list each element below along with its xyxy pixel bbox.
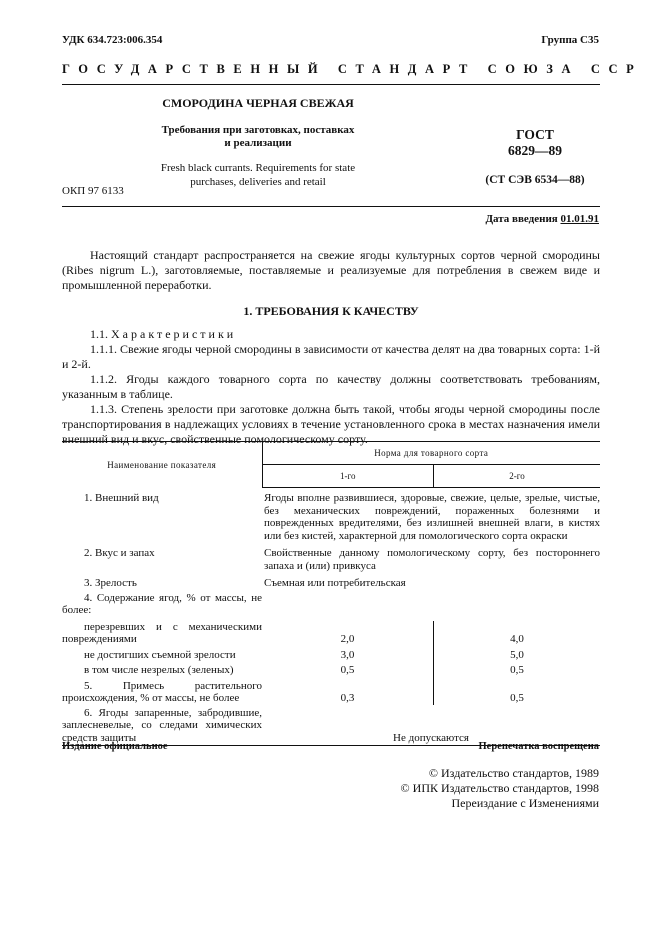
table-row <box>62 705 600 746</box>
row-name: 4. Содержание ягод, % от массы, не более: <box>62 591 262 616</box>
table-row <box>62 577 600 592</box>
row-name: 3. Зрелость <box>84 577 137 589</box>
row-name: 2. Вкус и запах <box>84 547 155 559</box>
english-title-line-1: Fresh black currants. Requirements for state <box>160 162 356 174</box>
banner-rule <box>62 84 600 85</box>
copyright-2: © ИПК Издательство стандартов, 1998 <box>400 781 599 795</box>
row-desc: Съемная или потребительская <box>264 577 406 589</box>
row-empty <box>434 592 600 621</box>
english-title-line-2: purchases, deliveries and retail <box>190 176 326 188</box>
document-subtitle <box>62 124 454 150</box>
table-row <box>62 488 600 548</box>
effective-date <box>485 213 599 225</box>
row-name: 5. Примесь растительного происхождения, % от массы, не более <box>62 679 262 704</box>
row-value-grade-2: 4,0 <box>510 633 524 645</box>
table-row <box>62 677 600 705</box>
row-empty <box>262 592 434 621</box>
quality-table <box>62 441 600 746</box>
gost-label: ГОСТ <box>516 127 554 142</box>
row-value-grade-2: 0,5 <box>510 692 524 704</box>
document-title: СМОРОДИНА ЧЕРНАЯ СВЕЖАЯ <box>162 96 354 110</box>
subtitle-line-2: и реализации <box>224 137 292 149</box>
copyright-1: © Издательство стандартов, 1989 <box>428 766 599 780</box>
section-heading: 1. ТРЕБОВАНИЯ К КАЧЕСТВУ <box>243 304 419 318</box>
row-value-both: Не допускаются <box>393 731 469 744</box>
clause-1-1-3: 1.1.3. Степень зрелости при заготовке должна быть такой, чтобы ягоды черной смородины после транспортирования в надлежащих условиях в течение установленного срока в местах назначения имели внешний вид и вкус, свойственные помологическому сорту. <box>62 402 600 446</box>
table-row <box>62 646 600 662</box>
table-row <box>62 547 600 577</box>
row-value-grade-1: 0,5 <box>262 661 434 677</box>
quality-clauses <box>62 327 600 447</box>
standard-banner: ГОСУДАРСТВЕННЫЙ СТАНДАРТ СОЮЗА ССР <box>62 62 643 76</box>
table-row <box>62 592 600 621</box>
reprint-prohibited: Перепечатка воспрещена <box>478 741 599 752</box>
table-head-row <box>62 442 600 465</box>
row-value-grade-2: 0,5 <box>510 664 524 676</box>
title-rule <box>62 206 600 207</box>
clause-1-1-1: 1.1.1. Свежие ягоды черной смородины в зависимости от качества делят на два товарных сорта: 1-й и 2-й. <box>62 342 600 371</box>
row-value-grade-1: 3,0 <box>262 646 434 662</box>
row-value-grade-2: 5,0 <box>510 648 524 661</box>
row-name: перезревших и с механическими повреждениями <box>62 620 262 645</box>
head-name: Наименование показателя <box>62 442 262 488</box>
group-code: Группа С35 <box>541 34 599 46</box>
udk-code: УДК 634.723:006.354 <box>62 34 163 46</box>
head-grade-1: 1-го <box>262 465 434 488</box>
head-grade-2: 2-го <box>434 465 600 488</box>
clause-1-1-number: 1.1. <box>90 327 108 341</box>
table-row <box>62 621 600 646</box>
row-value-grade-1: 2,0 <box>262 621 434 646</box>
intro-paragraph <box>62 248 600 293</box>
date-label: Дата введения <box>485 213 558 225</box>
head-norm: Норма для товарного сорта <box>262 442 600 465</box>
row-name: в том числе незрелых (зеленых) <box>84 664 234 676</box>
row-name: 1. Внешний вид <box>84 491 159 504</box>
gost-number <box>470 127 600 159</box>
row-name: не достигших съемной зрелости <box>84 648 236 661</box>
table-row <box>62 661 600 677</box>
sev-reference: (СТ СЭВ 6534—88) <box>485 174 585 186</box>
gost-code: 6829—89 <box>508 143 562 158</box>
okp-code: ОКП 97 6133 <box>62 185 124 197</box>
clause-1-1 <box>62 327 600 342</box>
clause-1-1-title: Характеристики <box>111 327 237 341</box>
subtitle-line-1: Требования при заготовках, поставках <box>161 124 355 136</box>
copyright-block <box>401 766 599 811</box>
row-desc: Ягоды вполне развившиеся, здоровые, свежие, целые, зрелые, чистые, без механических повреждений, пораженных болезнями и поврежденных вредителями, без излишней внешней влаги, в кистях или без кистей, характерной для помологического сорта окраски <box>264 492 600 542</box>
reissue-note: Переиздание с Изменениями <box>451 796 599 810</box>
row-desc: Свойственные данному помологическому сорту, без постороннего запаха и (или) привкуса <box>264 547 600 572</box>
official-edition: Издание официальное <box>62 741 168 752</box>
date-value: 01.01.91 <box>560 213 599 225</box>
row-value-grade-1: 0,3 <box>262 677 434 705</box>
row-name: 6. Ягоды запаренные, забродившие, заплесневелые, со следами химических средств защиты <box>62 706 262 744</box>
clause-1-1-2: 1.1.2. Ягоды каждого товарного сорта по качеству должны соответствовать требованиям, указанным в таблице. <box>62 372 600 401</box>
intro-text: Настоящий стандарт распространяется на свежие ягоды культурных сортов черной смородины (Ribes nigrum L.), заготовляемые, поставляемые и реализуемые для потребления в свежем виде и промышленной переработки. <box>62 248 600 292</box>
